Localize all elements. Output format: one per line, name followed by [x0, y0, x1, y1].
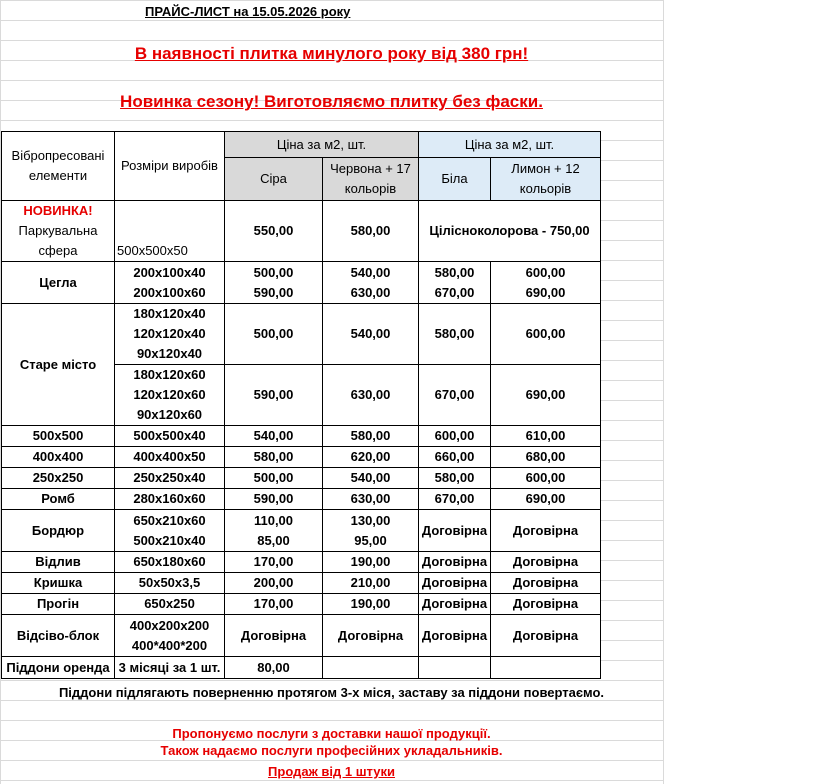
row-white: 600,00: [419, 426, 491, 447]
header-white: Біла: [419, 158, 491, 201]
row-gray: 540,00: [225, 426, 323, 447]
block-gray: Договірна: [225, 615, 323, 657]
row-red: 540,00: [323, 468, 419, 489]
border-lemon: Договірна: [491, 510, 601, 552]
table-row: [2, 552, 601, 573]
row-lemon: Договірна: [491, 573, 601, 594]
footer-delivery: Пропонуємо послуги з доставки нашої продукції.: [172, 726, 491, 741]
row-gray: 500,00: [225, 468, 323, 489]
row-lemon: 600,00: [491, 468, 601, 489]
block-name: Відсіво-блок: [2, 615, 115, 657]
pallets-note: Піддони підлягають поверненню протягом 3-х міся, заставу за піддони повертаємо.: [58, 685, 605, 700]
row-white: 670,00: [419, 489, 491, 510]
row-white: Договірна: [419, 573, 491, 594]
old-town-red-2: 630,00: [323, 365, 419, 426]
row-size: 50х50х3,5: [115, 573, 225, 594]
border-name: Бордюр: [2, 510, 115, 552]
table-row: [2, 262, 601, 304]
pallets-white: [419, 657, 491, 679]
footer-min-order: Продаж від 1 штуки: [268, 764, 395, 779]
row-lemon: 610,00: [491, 426, 601, 447]
novelty-multicolor: Цілісноколорова - 750,00: [419, 201, 601, 262]
row-size: 500х500х40: [115, 426, 225, 447]
row-white: Договірна: [419, 594, 491, 615]
row-size: 400х400х50: [115, 447, 225, 468]
table-row: [2, 489, 601, 510]
block-lemon: Договірна: [491, 615, 601, 657]
brick-gray: 500,00 590,00: [225, 262, 323, 304]
table-row: [2, 594, 601, 615]
brick-lemon: 600,00 690,00: [491, 262, 601, 304]
row-lemon: Договірна: [491, 594, 601, 615]
header-lemon: Лимон + 12 кольорів: [491, 158, 601, 201]
old-town-white-2: 670,00: [419, 365, 491, 426]
novelty-gray: 550,00: [225, 201, 323, 262]
row-white: 580,00: [419, 468, 491, 489]
price-list-title: ПРАЙС-ЛИСТ на 15.05.2026 року: [145, 4, 351, 19]
border-gray: 110,00 85,00: [225, 510, 323, 552]
row-name: 400х400: [2, 447, 115, 468]
old-town-lemon-1: 600,00: [491, 304, 601, 365]
row-size: 250х250х40: [115, 468, 225, 489]
table-row: [2, 201, 601, 262]
border-white: Договірна: [419, 510, 491, 552]
old-town-gray-1: 500,00: [225, 304, 323, 365]
block-red: Договірна: [323, 615, 419, 657]
header-elements: Вібропресовані елементи: [2, 132, 115, 201]
row-name: Ромб: [2, 489, 115, 510]
row-red: 190,00: [323, 552, 419, 573]
row-size: 280х160х60: [115, 489, 225, 510]
row-gray: 590,00: [225, 489, 323, 510]
row-lemon: 690,00: [491, 489, 601, 510]
price-table: [1, 131, 601, 679]
row-name: 250х250: [2, 468, 115, 489]
row-gray: 170,00: [225, 552, 323, 573]
old-town-name: Старе місто: [2, 304, 115, 426]
header-red: Червона + 17 кольорів: [323, 158, 419, 201]
old-town-sizes-2: 180х120х60 120х120х60 90х120х60: [115, 365, 225, 426]
pallets-gray: 80,00: [225, 657, 323, 679]
brick-sizes: 200х100х40 200х100х60: [115, 262, 225, 304]
row-lemon: Договірна: [491, 552, 601, 573]
row-size: 650х250: [115, 594, 225, 615]
table-row: [2, 657, 601, 679]
border-sizes: 650х210х60 500х210х40: [115, 510, 225, 552]
pallets-lemon: [491, 657, 601, 679]
old-town-gray-2: 590,00: [225, 365, 323, 426]
brick-white: 580,00 670,00: [419, 262, 491, 304]
row-red: 630,00: [323, 489, 419, 510]
row-name: Прогін: [2, 594, 115, 615]
row-lemon: 680,00: [491, 447, 601, 468]
row-size: 650х180х60: [115, 552, 225, 573]
promo-last-year: В наявності плитка минулого року від 380 грн!: [134, 44, 529, 63]
novelty-name: Паркувальна сфера: [18, 223, 98, 258]
novelty-name-cell: [2, 201, 115, 262]
old-town-lemon-2: 690,00: [491, 365, 601, 426]
table-row: [2, 573, 601, 594]
promo-new-season: Новинка сезону! Виготовляємо плитку без фаски.: [120, 92, 543, 111]
row-name: Кришка: [2, 573, 115, 594]
old-town-red-1: 540,00: [323, 304, 419, 365]
pallets-name: Піддони оренда: [2, 657, 115, 679]
row-red: 580,00: [323, 426, 419, 447]
novelty-red: 580,00: [323, 201, 419, 262]
brick-name: Цегла: [2, 262, 115, 304]
header-gray: Сіра: [225, 158, 323, 201]
header-sizes: Розміри виробів: [115, 132, 225, 201]
pallets-red: [323, 657, 419, 679]
table-row: [2, 615, 601, 657]
old-town-white-1: 580,00: [419, 304, 491, 365]
footer-installers: Також надаємо послуги професійних укладальників.: [160, 743, 503, 758]
table-row: [2, 304, 601, 365]
row-gray: 580,00: [225, 447, 323, 468]
table-row: [2, 426, 601, 447]
border-red: 130,00 95,00: [323, 510, 419, 552]
row-gray: 200,00: [225, 573, 323, 594]
header-price-group-2: Ціна за м2, шт.: [419, 132, 601, 158]
header-price-group-1: Ціна за м2, шт.: [225, 132, 419, 158]
old-town-sizes-1: 180х120х40 120х120х40 90х120х40: [115, 304, 225, 365]
novelty-badge: НОВИНКА!: [23, 203, 93, 218]
row-name: Відлив: [2, 552, 115, 573]
row-name: 500х500: [2, 426, 115, 447]
row-gray: 170,00: [225, 594, 323, 615]
table-row: [2, 510, 601, 552]
row-white: 660,00: [419, 447, 491, 468]
grid-column-line: [663, 0, 664, 784]
table-row: [2, 468, 601, 489]
row-white: Договірна: [419, 552, 491, 573]
block-white: Договірна: [419, 615, 491, 657]
table-row: [2, 447, 601, 468]
row-red: 620,00: [323, 447, 419, 468]
row-red: 190,00: [323, 594, 419, 615]
brick-red: 540,00 630,00: [323, 262, 419, 304]
pallets-size: 3 місяці за 1 шт.: [115, 657, 225, 679]
novelty-size: 500х500х50: [115, 201, 225, 262]
block-sizes: 400х200х200 400*400*200: [115, 615, 225, 657]
row-red: 210,00: [323, 573, 419, 594]
